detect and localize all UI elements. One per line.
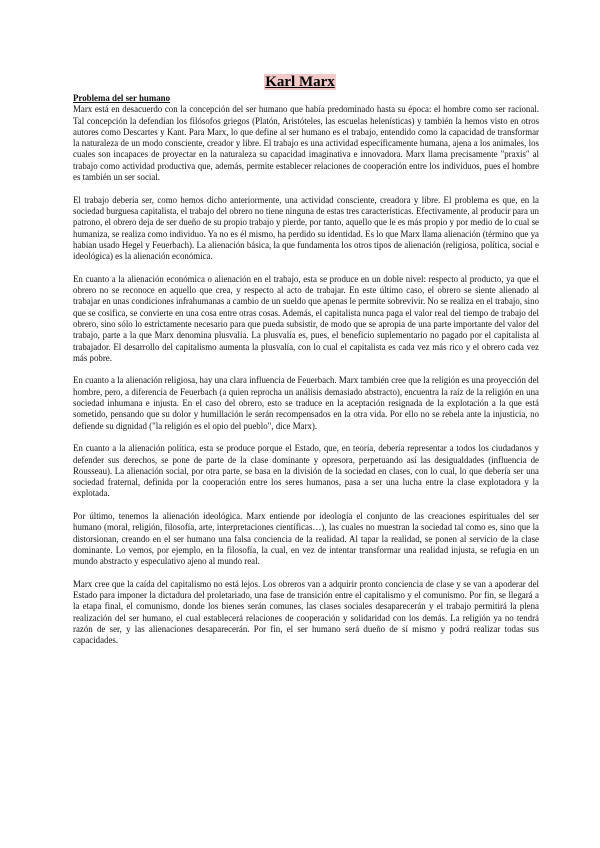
section-heading: Problema del ser humano — [73, 93, 171, 103]
paragraph-5: En cuanto a la alienación política, esta se produce porque el Estado, que, en teoría, debería representar a todos los ciudadanos y defender sus derechos, se pone de parte de la clase dominante y opresora, perpetuando así las desigualdades (influencia de Rousseau). La alienación social, por otra parte, se basa en la división de la sociedad en clases, con lo cual, lo que debería ser una sociedad fraternal, definida por la cooperación entre los seres humanos, pasa a ser una lucha entre la clase explotadora y la explotada. — [73, 443, 539, 499]
paragraph-7: Marx cree que la caída del capitalismo no está lejos. Los obreros van a adquirir pronto conciencia de clase y se van a apoderar del Estado para imponer la dictadura del proletariado, una fase de transición entre el capitalismo y el comunismo. Por fin, se llegará a la etapa final, el comunismo, donde los bienes serán comunes, las clases sociales desaparecerán y el trabajo permitirá la plena realización del ser humano, el cual establecerá relaciones de cooperación y solidaridad con los demás. La religión ya no tendrá razón de ser, y las alienaciones desaparecerán. Por fin, el ser humano será dueño de sí mismo y podrá realizar todas sus capacidades. — [73, 578, 539, 646]
paragraph-6: Por último, tenemos la alienación ideológica. Marx entiende por ideología el conjunto de las creaciones espirituales del ser humano (moral, religión, filosofía, arte, interpretaciones científicas…), las cuales no muestran la sociedad tal como es, sino que la distorsionan, creando en el ser humano una falsa conciencia de la realidad. Al tapar la realidad, se ponen al servicio de la clase dominante. Lo vemos, por ejemplo, en la filosofía, la cual, en vez de intentar transformar una realidad injusta, se refugia en un mundo abstracto y especulativo ajeno al mundo real. — [73, 510, 539, 567]
document-body — [73, 93, 539, 658]
page-title — [0, 73, 600, 91]
page-title-text: Karl Marx — [265, 74, 335, 90]
paragraph-1: Marx está en desacuerdo con la concepción del ser humano que había predominado hasta su época: el hombre como ser racional. Tal concepción la defendían los filósofos griegos (Platón, Aristóteles, las escuelas helenísticas) y también la hemos visto en otros autores como Descartes y Kant. Para Marx, lo que define al ser humano es el trabajo, entendido como la capacidad de transformar la naturaleza de un modo consciente, creador y libre. El trabajo es una actividad específicamente humana, ajena a los animales, los cuales son incapaces de proyectar en la naturaleza su capacidad imaginativa e innovadora. Marx llama precisamente "praxis" al trabajo como actividad productiva que, además, permite establecer relaciones de cooperación entre los individuos, pues el hombre es también un ser social. — [73, 104, 539, 183]
paragraph-3: En cuanto a la alienación económica o alienación en el trabajo, esta se produce en un doble nivel: respecto al producto, ya que el obrero no se reconoce en aquello que crea, y respecto al acto de trabajar. En este último caso, el obrero se siente alienado al trabajar en unas condiciones infrahumanas a cambio de un sueldo que apenas le permite sobrevivir. No se realiza en el trabajo, sino que se cosifica, se convierte en una cosa entre otras cosas. Además, el capitalista nunca paga el valor real del tiempo de trabajo del obrero, sino sólo lo estrictamente necesario para que pueda subsistir, de modo que se apropia de una parte importante del valor del trabajo, parte a la que Marx denomina plusvalía. La plusvalía es, pues, el beneficio suplementario no pagado por el capitalista al trabajador. El desarrollo del capitalismo aumenta la plusvalía, con lo cual el capitalista es cada vez más rico y el obrero cada vez más pobre. — [73, 273, 540, 363]
paragraph-4: En cuanto a la alienación religiosa, hay una clara influencia de Feuerbach. Marx también cree que la religión es una proyección del hombre, pero, a diferencia de Feuerbach (a quien reprocha un análisis demasiado abstracto), encuentra la raíz de la religión en una sociedad inhumana e injusta. En el caso del obrero, esto se traduce en la aceptación resignada de la explotación a la que está sometido, pensando que su dolor y humillación le serán recompensados en la otra vida. Por ello no se rebela ante la injusticia, no defiende su dignidad ("la religión es el opio del pueblo", dice Marx). — [73, 375, 539, 431]
paragraph-2: El trabajo debería ser, como hemos dicho anteriormente, una actividad consciente, creadora y libre. El problema es que, en la sociedad burguesa capitalista, el trabajo del obrero no tiene ninguna de estas tres características. Efectivamente, al producir para un patrono, el obrero deja de ser dueño de su propio trabajo y pierde, por tanto, aquello que le es más propio y por medio de lo cual se humaniza, se realiza como individuo. Ya no es él mismo, ha perdido su identidad. Es lo que Marx llama alienación (término que ya habían usado Hegel y Feuerbach). La alienación básica, la que fundamenta los otros tipos de alienación (religiosa, política, social e ideológica) es la alienación económica. — [73, 194, 539, 262]
